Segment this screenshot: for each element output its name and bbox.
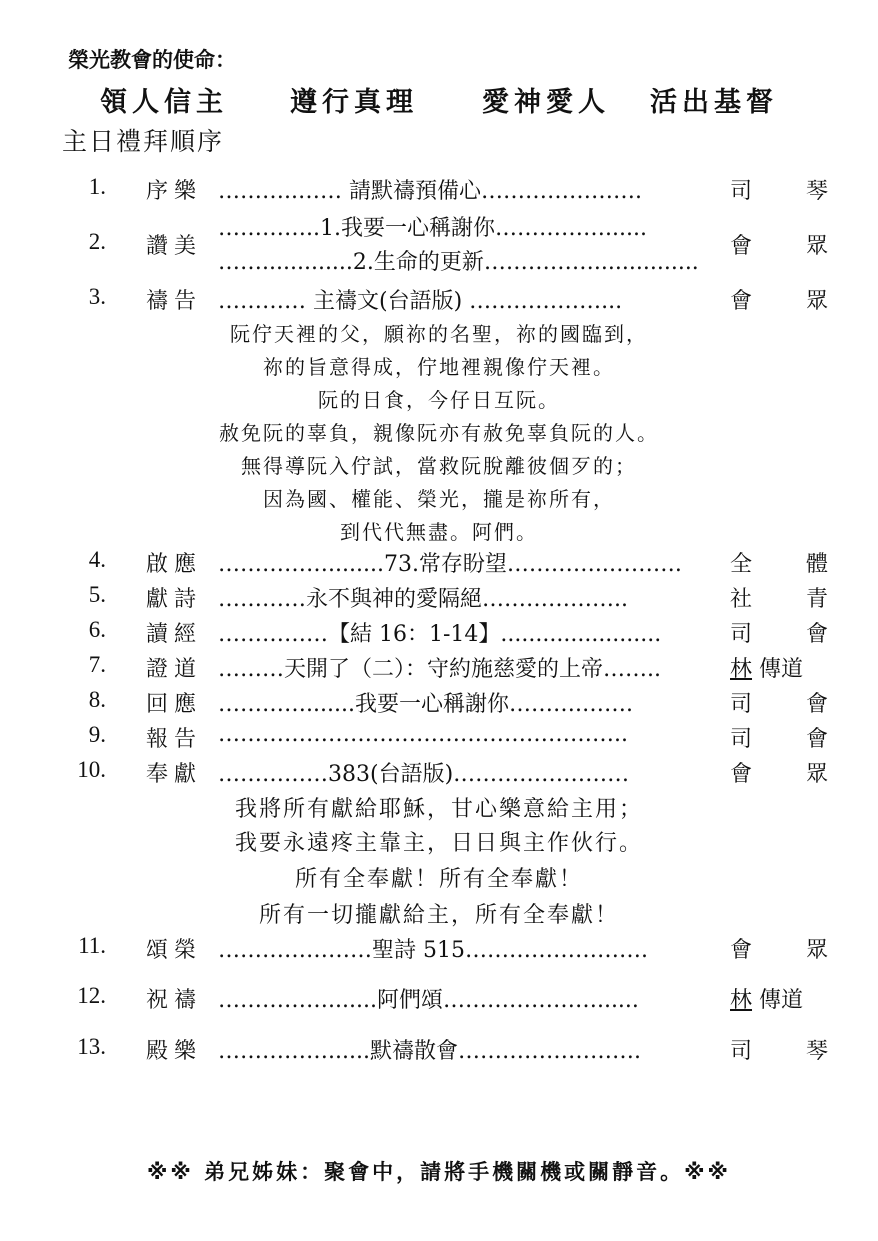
item-number: 1. bbox=[88, 174, 106, 199]
service-item bbox=[0, 170, 878, 206]
item-name: 頌榮 bbox=[146, 938, 203, 963]
prayer-line: 到代代無盡。阿們。 bbox=[340, 520, 538, 544]
service-item bbox=[0, 753, 878, 789]
item-leader: 司 琴 bbox=[730, 1039, 828, 1064]
mission-item: 領人信主 bbox=[100, 87, 228, 118]
hymn-line: 所有全奉獻！所有全奉獻！ bbox=[294, 867, 583, 892]
item-leader: 會 眾 bbox=[730, 762, 828, 787]
hymn-line: 所有一切攏獻給主，所有全奉獻！ bbox=[258, 903, 619, 928]
item-number: 8. bbox=[88, 687, 106, 712]
item-description: …………..1.我要一心稱謝你……………...... bbox=[218, 216, 647, 241]
item-number: 11. bbox=[78, 933, 106, 958]
hymn-line: 我將所有獻給耶穌，甘心樂意給主用； bbox=[234, 797, 643, 822]
item-name: 序樂 bbox=[146, 179, 203, 204]
item-number: 12. bbox=[77, 983, 106, 1008]
service-item bbox=[0, 683, 878, 719]
order-of-worship-title: 主日禮拜順序 bbox=[62, 127, 225, 156]
item-leader: 會 眾 bbox=[730, 938, 828, 963]
service-item bbox=[0, 280, 878, 316]
service-item bbox=[0, 578, 878, 614]
item-name: 祝禱 bbox=[146, 988, 203, 1013]
item-number: 13. bbox=[77, 1034, 106, 1059]
item-leader: 會 眾 bbox=[730, 289, 828, 314]
item-number: 3. bbox=[88, 284, 106, 309]
item-name: 殿樂 bbox=[146, 1039, 203, 1064]
item-number: 10. bbox=[77, 757, 106, 782]
item-leader: 司 琴 bbox=[730, 179, 828, 204]
hymn-line: 我要永遠疼主靠主，日日與主作伙行。 bbox=[234, 831, 643, 856]
item-description: ………….......我要一心稱謝你……….……. bbox=[218, 692, 633, 717]
item-description: ……………383(台語版)…………………… bbox=[218, 762, 630, 787]
item-description: ……………【結 16：1-14】....................... bbox=[218, 622, 662, 647]
item-number: 9. bbox=[88, 722, 106, 747]
item-name: 報告 bbox=[146, 727, 203, 752]
leader-name: 林 bbox=[730, 988, 753, 1013]
leader-title: 傳道 bbox=[759, 657, 804, 682]
item-description: …………………聖詩 515……………………. bbox=[218, 938, 648, 963]
item-number: 4. bbox=[88, 547, 106, 572]
item-leader bbox=[730, 983, 828, 1014]
prayer-line: 阮佇天裡的父，願祢的名聖，祢的國臨到， bbox=[230, 322, 648, 346]
item-number: 7. bbox=[88, 652, 106, 677]
service-item bbox=[0, 648, 878, 684]
prayer-line: 阮的日食，今仔日互阮。 bbox=[318, 388, 560, 412]
service-item bbox=[0, 929, 878, 965]
leader-title: 傳道 bbox=[759, 988, 804, 1013]
item-description: ……………………………………………….. bbox=[218, 722, 628, 747]
prayer-line: 無得導阮入佇試，當救阮脫離彼個歹的； bbox=[241, 454, 637, 478]
item-name: 讀經 bbox=[146, 622, 203, 647]
item-description: …………永不與神的愛隔絕……………….. bbox=[218, 587, 628, 612]
item-description: ………天開了（二）：守約施慈愛的上帝…….. bbox=[218, 657, 661, 682]
item-description-line2: …….............2.生命的更新……………............... bbox=[218, 250, 699, 275]
prayer-line: 赦免阮的辜負，親像阮亦有赦免辜負阮的人。 bbox=[219, 421, 659, 445]
leader-name: 林 bbox=[730, 657, 753, 682]
item-description: ………… 主禱文(台語版) ………………... bbox=[218, 289, 623, 314]
item-name: 奉獻 bbox=[146, 762, 203, 787]
service-item bbox=[0, 543, 878, 579]
item-leader: 司 會 bbox=[730, 727, 828, 752]
item-number: 2. bbox=[88, 229, 106, 254]
service-item bbox=[0, 207, 878, 279]
service-item bbox=[0, 613, 878, 649]
item-number: 6. bbox=[88, 617, 106, 642]
item-leader: 司 會 bbox=[730, 692, 828, 717]
item-name: 啟應 bbox=[146, 552, 203, 577]
item-name: 獻詩 bbox=[146, 587, 203, 612]
service-item bbox=[0, 979, 878, 1015]
item-leader: 會 眾 bbox=[730, 234, 828, 259]
mission-item: 活出基督 bbox=[650, 87, 778, 118]
phone-reminder-notice: ※※ 弟兄姊妹：聚會中，請將手機關機或關靜音。※※ bbox=[147, 1160, 731, 1184]
item-description: ……………........73.常存盼望…………..………. bbox=[218, 552, 682, 577]
item-number: 5. bbox=[88, 582, 106, 607]
mission-title: 榮光教會的使命： bbox=[68, 48, 236, 72]
item-leader: 社 青 bbox=[730, 587, 828, 612]
service-item bbox=[0, 718, 878, 754]
prayer-line: 祢的旨意得成，佇地裡親像佇天裡。 bbox=[263, 355, 615, 379]
item-leader bbox=[730, 652, 828, 683]
item-leader: 全 體 bbox=[730, 552, 828, 577]
service-item bbox=[0, 1030, 878, 1066]
item-name: 回應 bbox=[146, 692, 203, 717]
mission-item: 遵行真理 bbox=[290, 87, 418, 118]
item-description: ……………......默禱散會……………………. bbox=[218, 1039, 641, 1064]
item-name: 禱告 bbox=[146, 289, 203, 314]
item-description: ………..…… 請默禱預備心…………………. bbox=[218, 179, 642, 204]
item-name: 證道 bbox=[146, 657, 203, 682]
item-leader: 司 會 bbox=[730, 622, 828, 647]
prayer-line: 因為國、權能、榮光，攏是祢所有， bbox=[263, 487, 615, 511]
item-name: 讚美 bbox=[146, 234, 203, 259]
mission-item: 愛神愛人 bbox=[482, 87, 610, 118]
mission-statements bbox=[100, 80, 800, 116]
item-description: …………….......阿們頌…………………...... bbox=[218, 988, 639, 1013]
